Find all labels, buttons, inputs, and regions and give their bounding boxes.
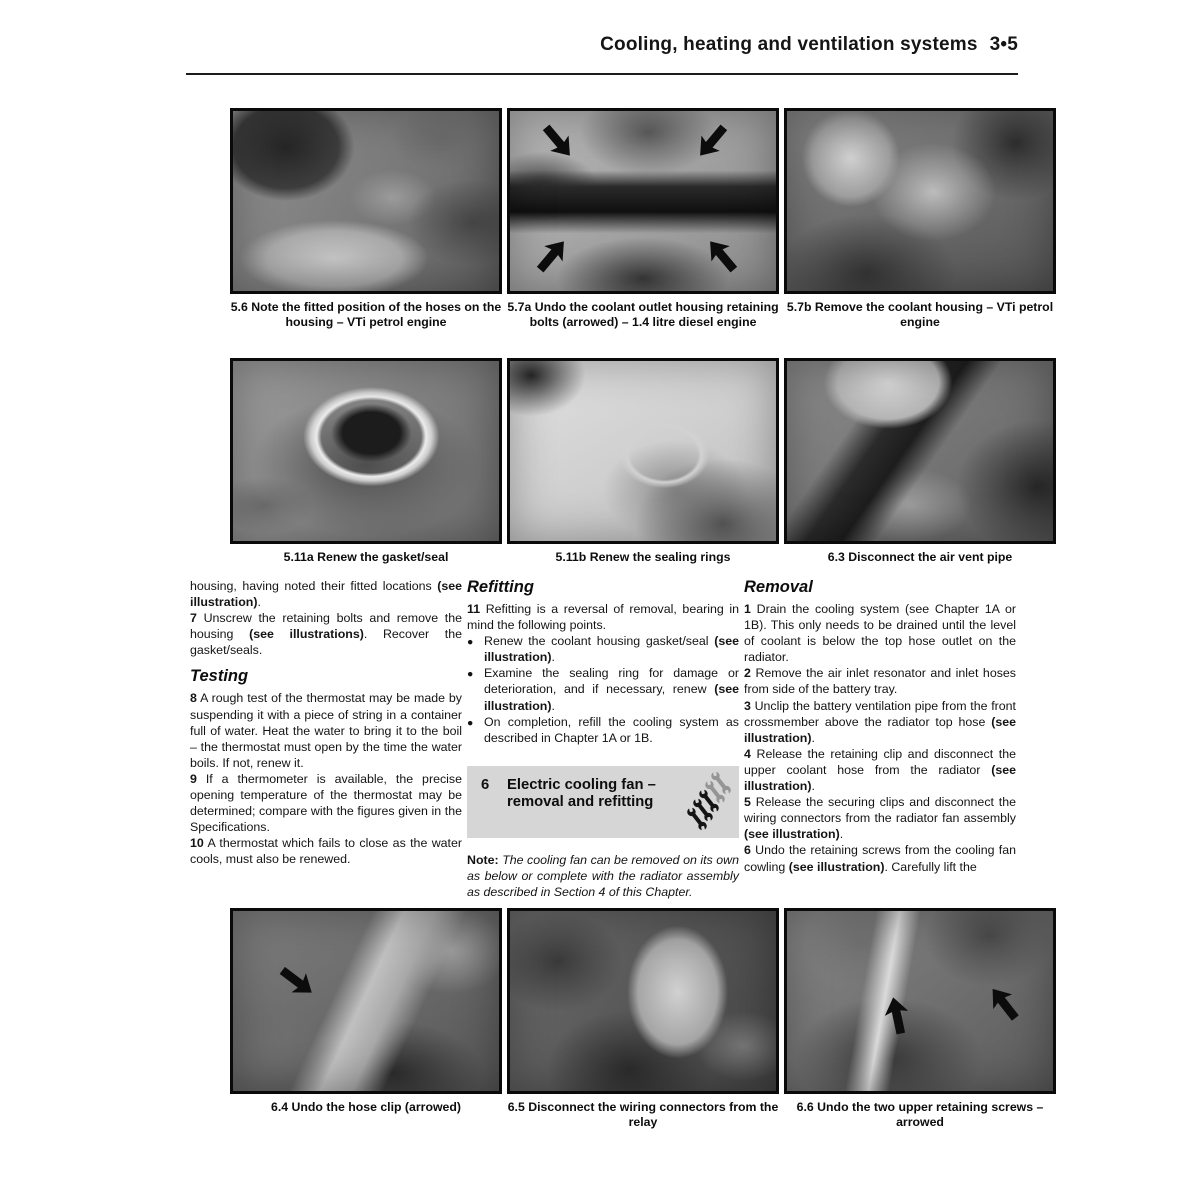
figure-photo-5-7a	[507, 108, 779, 294]
figure-photo-5-11a	[230, 358, 502, 544]
figure-caption: 5.7b Remove the coolant housing – VTi petrol engine	[786, 300, 1054, 329]
list-item	[467, 714, 739, 746]
page-header	[186, 34, 1018, 56]
paragraph-8: 8 A rough test of the thermostat may be made by suspending it with a piece of string in a container full of water. Heat the water to bring it to the boil – the thermostat must open by the time the water boils. If not, renew it.	[190, 691, 462, 770]
bullet-icon: ●	[467, 636, 474, 649]
arrow-annotation-icon	[537, 120, 579, 164]
arrow-annotation-icon	[275, 961, 319, 1002]
page-number: 3•5	[989, 34, 1018, 55]
paragraph-6: 6 Undo the retaining screws from the cooling fan cowling (see illustration). Carefully lift the	[744, 843, 1016, 874]
text-column-1	[190, 578, 462, 868]
section-title-line2: removal and refitting	[507, 794, 654, 811]
paragraph-7: 7 Unscrew the retaining bolts and remove the housing (see illustrations). Recover the gasket/seals.	[190, 611, 462, 658]
paragraph-1: 1 Drain the cooling system (see Chapter 1A or 1B). This only needs to be drained until the level of coolant is below the top hose outlet on the radiator.	[744, 602, 1016, 665]
arrow-annotation-icon	[531, 234, 573, 278]
testing-heading: Testing	[190, 667, 249, 686]
figure-photo-5-7b	[784, 108, 1056, 294]
arrow-annotation-icon	[881, 995, 912, 1036]
figure-caption: 6.5 Disconnect the wiring connectors from the relay	[507, 1100, 779, 1129]
paragraph-3: 3 Unclip the battery ventilation pipe from the front crossmember above the radiator top hose (see illustration).	[744, 698, 1016, 745]
figure-photo-6-6	[784, 908, 1056, 1094]
figure-caption: 6.6 Undo the two upper retaining screws – arrowed	[796, 1100, 1044, 1129]
refitting-heading: Refitting	[467, 578, 534, 596]
text-column-2	[467, 578, 739, 900]
list-item-text: On completion, refill the cooling system as described in Chapter 1A or 1B.	[484, 714, 739, 745]
figure-caption: 5.6 Note the fitted position of the hoses on the housing – VTi petrol engine	[230, 300, 502, 329]
figure-caption: 5.11a Renew the gasket/seal	[283, 550, 449, 564]
figure-5-11b	[507, 358, 779, 565]
text-column-3	[744, 578, 1016, 875]
figure-6-5	[507, 908, 779, 1130]
figure-caption: 6.4 Undo the hose clip (arrowed)	[271, 1100, 461, 1114]
figure-photo-6-3	[784, 358, 1056, 544]
figure-6-3	[784, 358, 1056, 565]
arrow-annotation-icon	[701, 234, 743, 278]
section-number: 6	[481, 776, 490, 793]
bullet-icon: ●	[467, 668, 474, 681]
figure-6-6	[784, 908, 1056, 1130]
figure-caption: 5.7a Undo the coolant outlet housing retaining bolts (arrowed) – 1.4 litre diesel engine	[507, 300, 779, 329]
header-rule	[186, 73, 1018, 75]
figure-5-6	[230, 108, 502, 330]
figure-5-7b	[784, 108, 1056, 330]
paragraph-9: 9 If a thermometer is available, the precise opening temperature of the thermostat may be determined; compare with the figures given in the Specifications.	[190, 771, 462, 835]
paragraph-4: 4 Release the retaining clip and disconnect the upper coolant hose from the radiator (see illustration).	[744, 746, 1016, 794]
figure-photo-5-6	[230, 108, 502, 294]
paragraph-2: 2 Remove the air inlet resonator and inlet hoses from side of the battery tray.	[744, 666, 1016, 697]
section-note: Note: The cooling fan can be removed on its own as below or complete with the radiator assembly as described in Section 4 of this Chapter.	[467, 852, 739, 900]
list-item	[467, 633, 739, 665]
removal-heading: Removal	[744, 578, 813, 596]
spanner-difficulty-rating-icon	[687, 770, 733, 834]
arrow-annotation-icon	[983, 982, 1025, 1026]
figure-photo-5-11b	[507, 358, 779, 544]
list-item-text: Examine the sealing ring for damage or deterioration, and if necessary, renew (see illustration).	[484, 666, 739, 713]
section-title	[507, 777, 685, 812]
figure-caption: 5.11b Renew the sealing rings	[555, 550, 731, 564]
paragraph-5: 5 Release the securing clips and disconnect the wiring connectors from the radiator fan assembly (see illustration).	[744, 795, 1016, 842]
figure-6-4	[230, 908, 502, 1115]
figure-caption: 6.3 Disconnect the air vent pipe	[827, 550, 1013, 564]
paragraph-10: 10 A thermostat which fails to close as the water cools, must also be renewed.	[190, 836, 462, 867]
section-6-header-box	[467, 766, 739, 838]
refitting-points-list	[467, 633, 739, 746]
paragraph-11: 11 Refitting is a reversal of removal, bearing in mind the following points.	[467, 602, 739, 633]
list-item-text: Renew the coolant housing gasket/seal (see illustration).	[484, 634, 739, 665]
paragraph-continued: housing, having noted their fitted locations (see illustration).	[190, 579, 462, 610]
bullet-icon: ●	[467, 716, 474, 729]
figure-5-11a	[230, 358, 502, 565]
list-item	[467, 665, 739, 713]
figure-photo-6-5	[507, 908, 779, 1094]
arrow-annotation-icon	[691, 120, 733, 164]
section-title-line1: Electric cooling fan –	[507, 776, 656, 793]
chapter-title: Cooling, heating and ventilation systems	[600, 34, 978, 55]
figure-5-7a	[507, 108, 779, 330]
figure-photo-6-4	[230, 908, 502, 1094]
